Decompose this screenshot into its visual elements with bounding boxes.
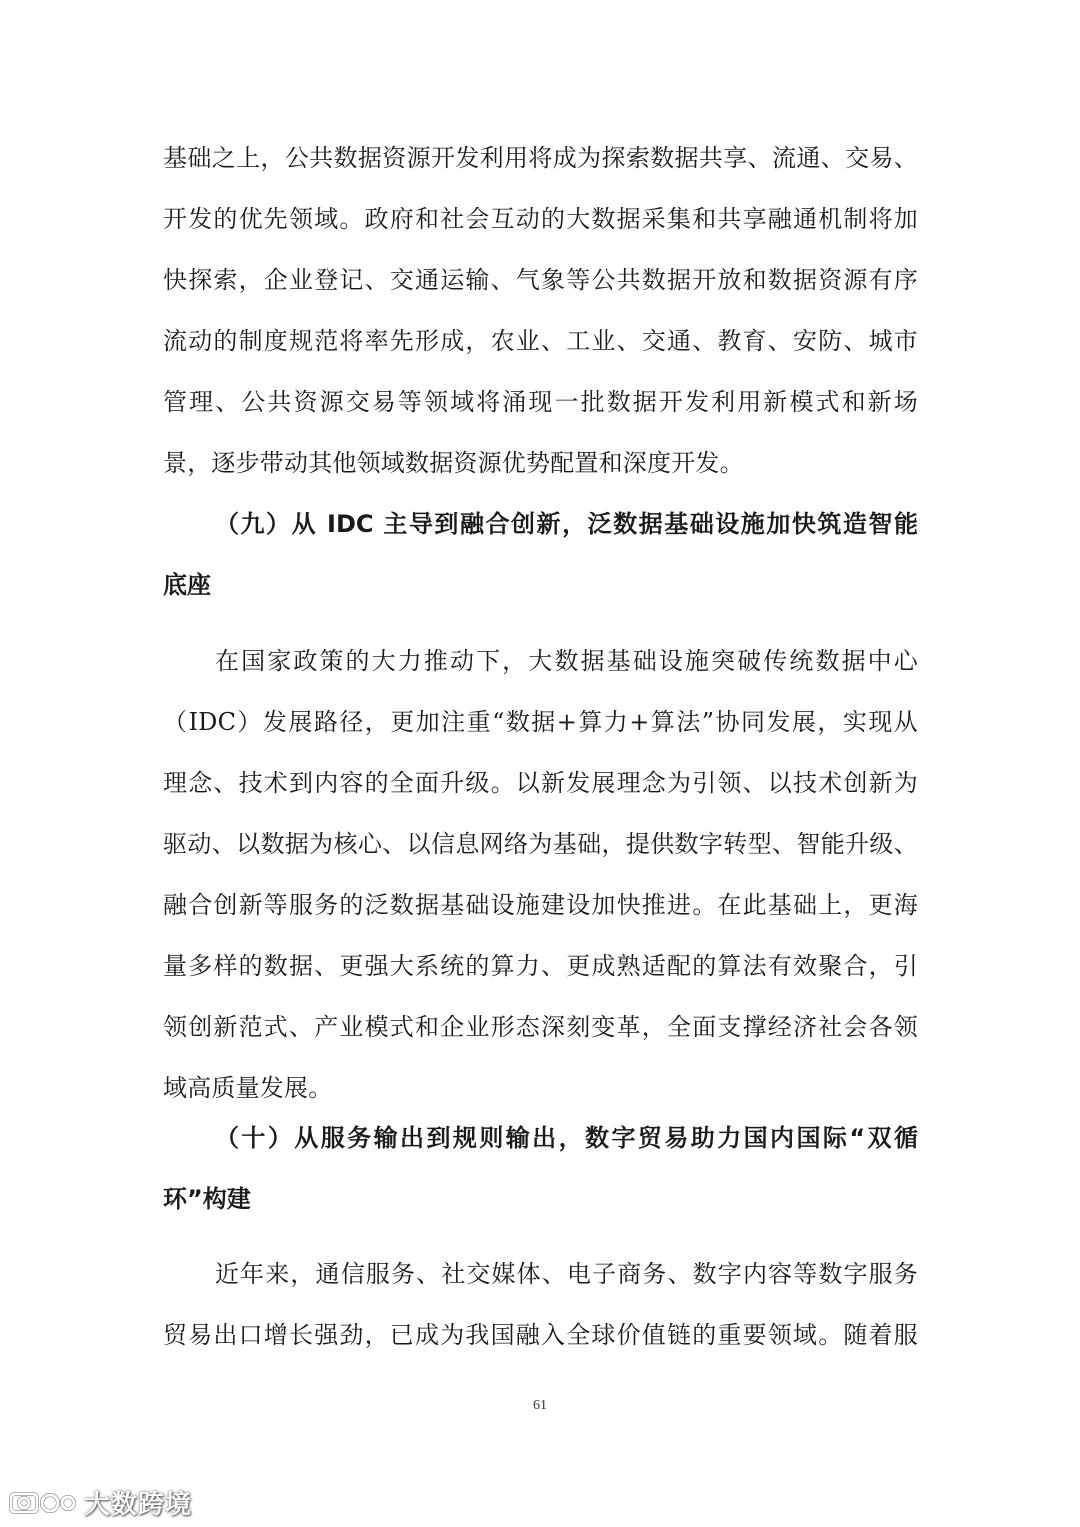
heading-line: （十）从服务输出到规则输出，数字贸易助力国内国际“双循 [215, 1124, 918, 1152]
paragraph-line: 理念、技术到内容的全面升级。以新发展理念为引领、以技术创新为 [163, 769, 918, 797]
camera-logo-icon [8, 1486, 78, 1518]
page-number: 61 [533, 1398, 547, 1413]
heading-line: （九）从 IDC 主导到融合创新，泛数据基础设施加快筑造智能 [215, 510, 918, 538]
paragraph-line: 域高质量发展。 [163, 1074, 333, 1102]
paragraph-1 [163, 128, 918, 494]
section-heading-10 [163, 1108, 918, 1230]
paragraph-line: 领创新范式、产业模式和企业形态深刻变革，全面支撑经济社会各领 [163, 1013, 918, 1041]
paragraph-line: （IDC）发展路径，更加注重“数据+算力+算法”协同发展，实现从 [163, 708, 918, 736]
paragraph-line: 基础之上，公共数据资源开发利用将成为探索数据共享、流通、交易、 [163, 144, 918, 172]
paragraph-line: 开发的优先领域。政府和社会互动的大数据采集和共享融通机制将加 [163, 205, 918, 233]
paragraph-2 [163, 631, 918, 1119]
paragraph-line: 在国家政策的大力推动下，大数据基础设施突破传统数据中心 [215, 647, 918, 675]
paragraph-line: 驱动、以数据为核心、以信息网络为基础，提供数字转型、智能升级、 [163, 830, 918, 858]
heading-line: 环”构建 [163, 1185, 251, 1213]
paragraph-line: 景，逐步带动其他领域数据资源优势配置和深度开发。 [163, 449, 744, 477]
heading-line: 底座 [163, 571, 211, 599]
paragraph-line: 量多样的数据、更强大系统的算力、更成熟适配的算法有效聚合，引 [163, 952, 918, 980]
section-heading-9 [163, 494, 918, 616]
paragraph-line: 近年来，通信服务、社交媒体、电子商务、数字内容等数字服务 [215, 1260, 918, 1288]
watermark [8, 1484, 192, 1520]
paragraph-line: 贸易出口增长强劲，已成为我国融入全球价值链的重要领域。随着服 [163, 1321, 918, 1349]
paragraph-3 [163, 1244, 918, 1366]
paragraph-line: 融合创新等服务的泛数据基础设施建设加快推进。在此基础上，更海 [163, 891, 918, 919]
paragraph-line: 快探索，企业登记、交通运输、气象等公共数据开放和数据资源有序 [163, 266, 918, 294]
paragraph-line: 流动的制度规范将率先形成，农业、工业、交通、教育、安防、城市 [163, 327, 918, 355]
watermark-text: 大数跨境 [84, 1489, 193, 1520]
paragraph-line: 管理、公共资源交易等领域将涌现一批数据开发利用新模式和新场 [163, 388, 918, 416]
